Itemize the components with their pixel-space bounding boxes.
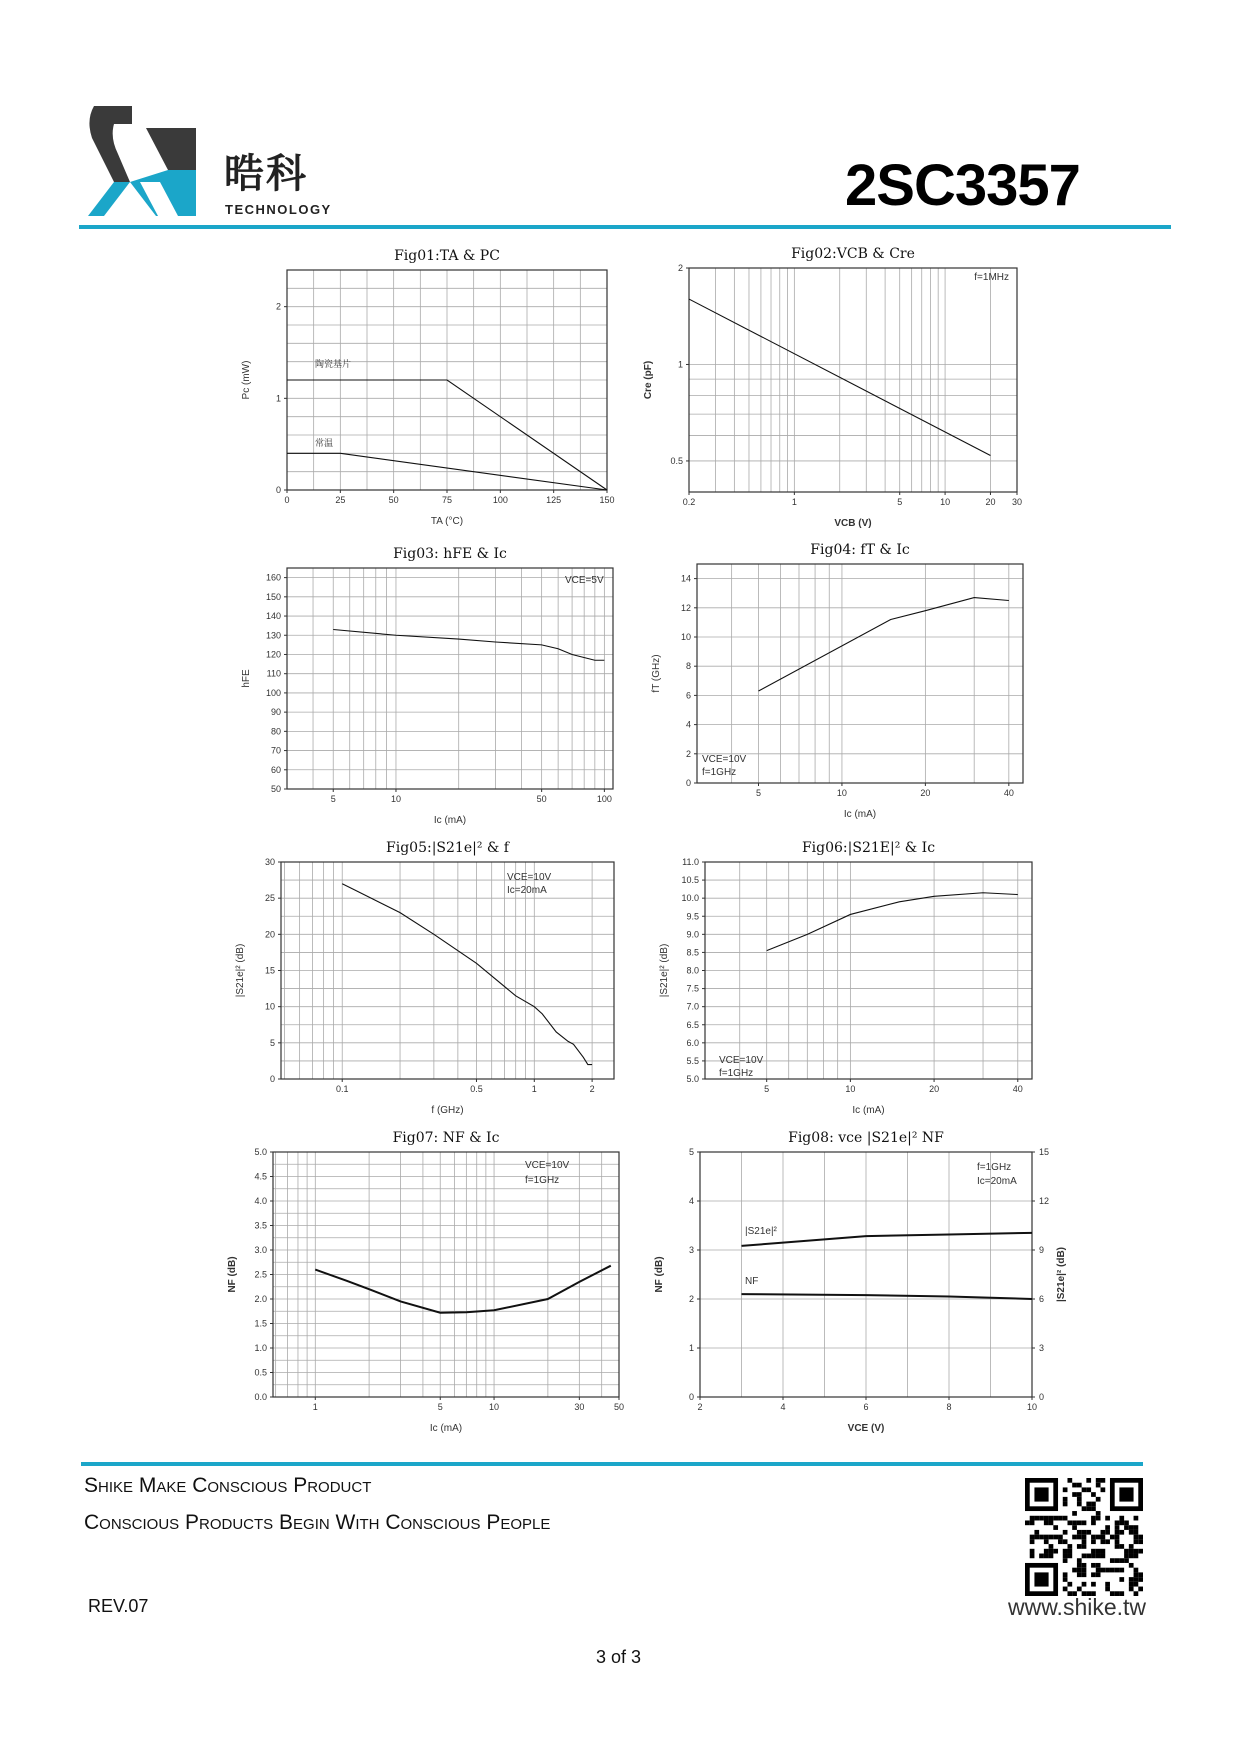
x-tick-label: 2: [589, 1084, 595, 1094]
y-tick-label: 0.5: [670, 455, 683, 466]
y-tick-label: 2.5: [254, 1269, 267, 1280]
y-tick-label: 30: [264, 857, 275, 867]
x-tick-label: 50: [388, 495, 399, 505]
x-tick-label: 10: [940, 497, 951, 507]
y-tick-label: 160: [265, 572, 281, 583]
y-tick-label: 5.0: [686, 1074, 699, 1084]
y-tick-label: 80: [270, 726, 281, 737]
y-tick-label: 5: [269, 1037, 275, 1048]
x-tick-label: 10: [489, 1402, 500, 1412]
x-tick-label: 20: [929, 1084, 940, 1094]
x-tick-label: 10: [845, 1084, 856, 1094]
chart-annotation: Ic=20mA: [507, 885, 547, 896]
y-tick-label: 10.5: [681, 875, 699, 886]
shike-logo: [84, 98, 204, 218]
x-tick-label: 50: [536, 794, 547, 804]
series-line-1: [742, 1294, 1033, 1299]
x-tick-label: 150: [599, 495, 615, 505]
y-axis-label: NF (dB): [654, 1256, 665, 1293]
x-tick-label: 5: [755, 788, 762, 798]
y2-tick-label: 6: [1039, 1294, 1045, 1304]
x-tick-label: 5: [897, 497, 903, 507]
chart-annotation: f=1GHz: [702, 767, 737, 778]
x-axis-label: f (GHz): [431, 1105, 464, 1116]
y-tick-label: 3.0: [254, 1245, 267, 1255]
y-tick-label: 5: [688, 1147, 694, 1157]
revision-label: REV.07: [88, 1596, 149, 1616]
y-axis-label: NF (dB): [227, 1256, 238, 1293]
y-tick-label: 25: [264, 893, 275, 904]
y-tick-label: 6: [685, 690, 691, 701]
x-tick-label: 40: [1012, 1084, 1023, 1094]
x-tick-label: 0.1: [335, 1084, 349, 1094]
x-tick-label: 20: [985, 497, 996, 507]
qr-code-icon: [1025, 1478, 1143, 1596]
chart-fig03: [241, 546, 613, 826]
chart-annotation: |S21e|²: [745, 1226, 777, 1237]
chart-annotation: 陶瓷基片: [315, 359, 352, 369]
y-tick-label: 9.0: [686, 929, 699, 940]
y-axis-label: hFE: [241, 669, 252, 688]
y2-tick-label: 9: [1039, 1245, 1045, 1255]
y-tick-label: 0.5: [254, 1367, 267, 1378]
y-axis-label: Cre (pF): [643, 360, 654, 400]
series-line-0: [333, 629, 604, 660]
brand-chinese-name: 晧科: [224, 151, 308, 197]
chart-title: Fig01:TA & PC: [394, 248, 500, 264]
chart-annotation: 常温: [315, 438, 334, 448]
series-line-0: [758, 598, 1008, 691]
x-tick-label: 30: [574, 1402, 585, 1412]
x-tick-label: 10: [1026, 1402, 1038, 1412]
y-tick-label: 6.5: [686, 1019, 699, 1030]
y2-tick-label: 3: [1039, 1343, 1045, 1353]
x-axis-label: TA (°C): [430, 516, 464, 527]
chart-annotation: VCE=5V: [565, 575, 604, 586]
x-tick-label: 10: [390, 794, 401, 804]
y-tick-label: 5.5: [686, 1055, 699, 1066]
y-tick-label: 1.5: [254, 1318, 267, 1329]
chart-annotation: VCE=10V: [719, 1055, 764, 1066]
y-tick-label: 100: [265, 687, 281, 698]
x-tick-label: 8: [946, 1402, 952, 1412]
chart-fig04: [651, 542, 1023, 820]
x-tick-label: 100: [596, 794, 612, 804]
chart-annotation: VCE=10V: [507, 872, 552, 883]
x-tick-label: 125: [546, 495, 562, 505]
series-line-0: [767, 893, 1018, 951]
x-tick-label: 2: [697, 1402, 703, 1412]
footer-slogan-2: Conscious Products Begin With Conscious People: [84, 1511, 551, 1534]
x-tick-label: 50: [613, 1402, 625, 1412]
header-divider: [79, 225, 1171, 229]
x-tick-label: 25: [335, 495, 346, 505]
y2-tick-label: 0: [1039, 1392, 1045, 1402]
y-tick-label: 120: [265, 649, 281, 660]
y-axis-label: |S21e|² (dB): [235, 943, 246, 998]
y-tick-label: 12: [680, 602, 691, 613]
y-tick-label: 8.5: [686, 947, 699, 958]
chart-annotation: Ic=20mA: [977, 1176, 1017, 1187]
y-tick-label: 10: [680, 632, 691, 642]
chart-annotation: VCE=10V: [525, 1160, 570, 1171]
x-axis-label: Ic (mA): [852, 1105, 885, 1116]
x-tick-label: 75: [441, 495, 453, 505]
y-axis-label: Pc (mW): [241, 360, 252, 400]
x-tick-label: 5: [330, 794, 336, 804]
brand-english-name: TECHNOLOGY: [225, 202, 332, 217]
x-tick-label: 1: [531, 1084, 537, 1094]
y-tick-label: 2: [685, 748, 691, 759]
y-tick-label: 2.0: [254, 1294, 267, 1304]
x-tick-label: 5: [764, 1084, 770, 1094]
y-tick-label: 14: [680, 573, 691, 584]
chart-fig05: [235, 840, 614, 1116]
x-tick-label: 0.5: [470, 1084, 483, 1094]
y-tick-label: 7.5: [686, 983, 699, 994]
chart-annotation: f=1GHz: [525, 1175, 560, 1186]
x-tick-label: 40: [1003, 788, 1014, 798]
x-tick-label: 5: [437, 1402, 443, 1412]
y-axis-label: |S21e|² (dB): [659, 943, 670, 998]
x-tick-label: 4: [780, 1402, 786, 1412]
y-tick-label: 0.0: [254, 1392, 267, 1402]
y-tick-label: 0: [269, 1074, 275, 1084]
y-tick-label: 0: [688, 1392, 694, 1402]
x-axis-label: VCE (V): [847, 1423, 885, 1434]
chart-fig02: [643, 246, 1023, 529]
x-tick-label: 6: [863, 1402, 869, 1412]
y-tick-label: 110: [266, 668, 281, 679]
y-tick-label: 90: [270, 707, 281, 718]
y-tick-label: 3: [688, 1245, 694, 1255]
y-tick-label: 10: [264, 1001, 275, 1012]
chart-title: Fig06:|S21E|² & Ic: [801, 840, 936, 856]
y-tick-label: 8.0: [686, 965, 699, 976]
y2-tick-label: 12: [1039, 1196, 1050, 1206]
chart-title: Fig03: hFE & Ic: [393, 546, 507, 562]
y-tick-label: 20: [264, 929, 275, 940]
x-axis-label: Ic (mA): [843, 809, 877, 820]
y-tick-label: 1: [275, 393, 281, 404]
x-tick-label: 1: [312, 1402, 318, 1412]
y-tick-label: 2: [688, 1294, 694, 1304]
y-tick-label: 2: [677, 263, 683, 273]
y-tick-label: 5.0: [254, 1147, 267, 1157]
x-axis-label: Ic (mA): [433, 815, 467, 826]
y-tick-label: 60: [270, 764, 281, 775]
plot-frame: [287, 568, 613, 789]
chart-fig07: [227, 1130, 625, 1434]
y2-tick-label: 15: [1039, 1147, 1050, 1157]
chart-title: Fig07: NF & Ic: [392, 1130, 500, 1146]
chart-annotation: NF: [745, 1276, 759, 1287]
y-tick-label: 4: [685, 719, 691, 730]
chart-fig08: [654, 1130, 1067, 1434]
plot-frame: [689, 268, 1017, 492]
y-tick-label: 1: [688, 1343, 694, 1353]
series-line-0: [342, 884, 592, 1065]
series-line-0: [742, 1233, 1033, 1246]
chart-title: Fig04: fT & Ic: [810, 542, 910, 558]
chart-fig06: [659, 840, 1032, 1116]
y-tick-label: 0: [275, 485, 281, 495]
chart-fig01: [241, 248, 615, 527]
y-tick-label: 10.0: [681, 893, 699, 904]
x-axis-label: Ic (mA): [429, 1423, 463, 1434]
chart-title: Fig02:VCB & Cre: [791, 246, 915, 262]
y-tick-label: 1.0: [254, 1343, 267, 1353]
y-tick-label: 1: [677, 359, 683, 370]
series-line-0: [315, 1266, 611, 1313]
x-tick-label: 1: [791, 497, 797, 507]
x-tick-label: 30: [1011, 497, 1023, 507]
part-number-title: 2SC3357: [845, 153, 1080, 218]
chart-annotation: f=1MHz: [974, 272, 1009, 283]
y-tick-label: 130: [265, 630, 281, 641]
chart-annotation: VCE=10V: [702, 754, 747, 765]
chart-annotation: f=1GHz: [719, 1068, 754, 1079]
y-tick-label: 140: [265, 611, 281, 622]
x-tick-label: 0: [284, 495, 290, 505]
x-tick-label: 100: [492, 495, 508, 505]
y-tick-label: 0: [685, 778, 691, 788]
y-tick-label: 6.0: [686, 1037, 699, 1048]
y-tick-label: 8: [685, 661, 691, 672]
website-link[interactable]: www.shike.tw: [1008, 1594, 1147, 1620]
y-tick-label: 4: [688, 1196, 694, 1206]
chart-title: Fig05:|S21e|² & f: [386, 840, 509, 856]
x-tick-label: 0.2: [682, 497, 696, 507]
y-tick-label: 9.5: [686, 911, 699, 922]
y-tick-label: 2: [275, 301, 281, 312]
y-tick-label: 3.5: [254, 1220, 267, 1231]
y-tick-label: 15: [264, 965, 275, 976]
chart-annotation: f=1GHz: [977, 1162, 1012, 1173]
x-tick-label: 20: [920, 788, 931, 798]
y-tick-label: 4.0: [254, 1196, 267, 1206]
y-tick-label: 150: [265, 591, 281, 602]
y-tick-label: 4.5: [254, 1171, 267, 1182]
x-tick-label: 10: [836, 788, 847, 798]
footer-divider: [81, 1462, 1143, 1466]
y-tick-label: 11.0: [682, 857, 699, 867]
y-tick-label: 50: [270, 784, 281, 794]
y-tick-label: 70: [270, 745, 281, 756]
x-axis-label: VCB (V): [834, 518, 872, 529]
y-tick-label: 7.0: [686, 1001, 699, 1012]
page-number: 3 of 3: [596, 1647, 642, 1667]
y2-axis-label: |S21e|² (dB): [1056, 1246, 1067, 1303]
footer-slogan-1: Shike Make Conscious Product: [84, 1474, 372, 1497]
chart-title: Fig08: vce |S21e|² NF: [788, 1130, 944, 1146]
y-axis-label: fT (GHz): [651, 654, 662, 693]
